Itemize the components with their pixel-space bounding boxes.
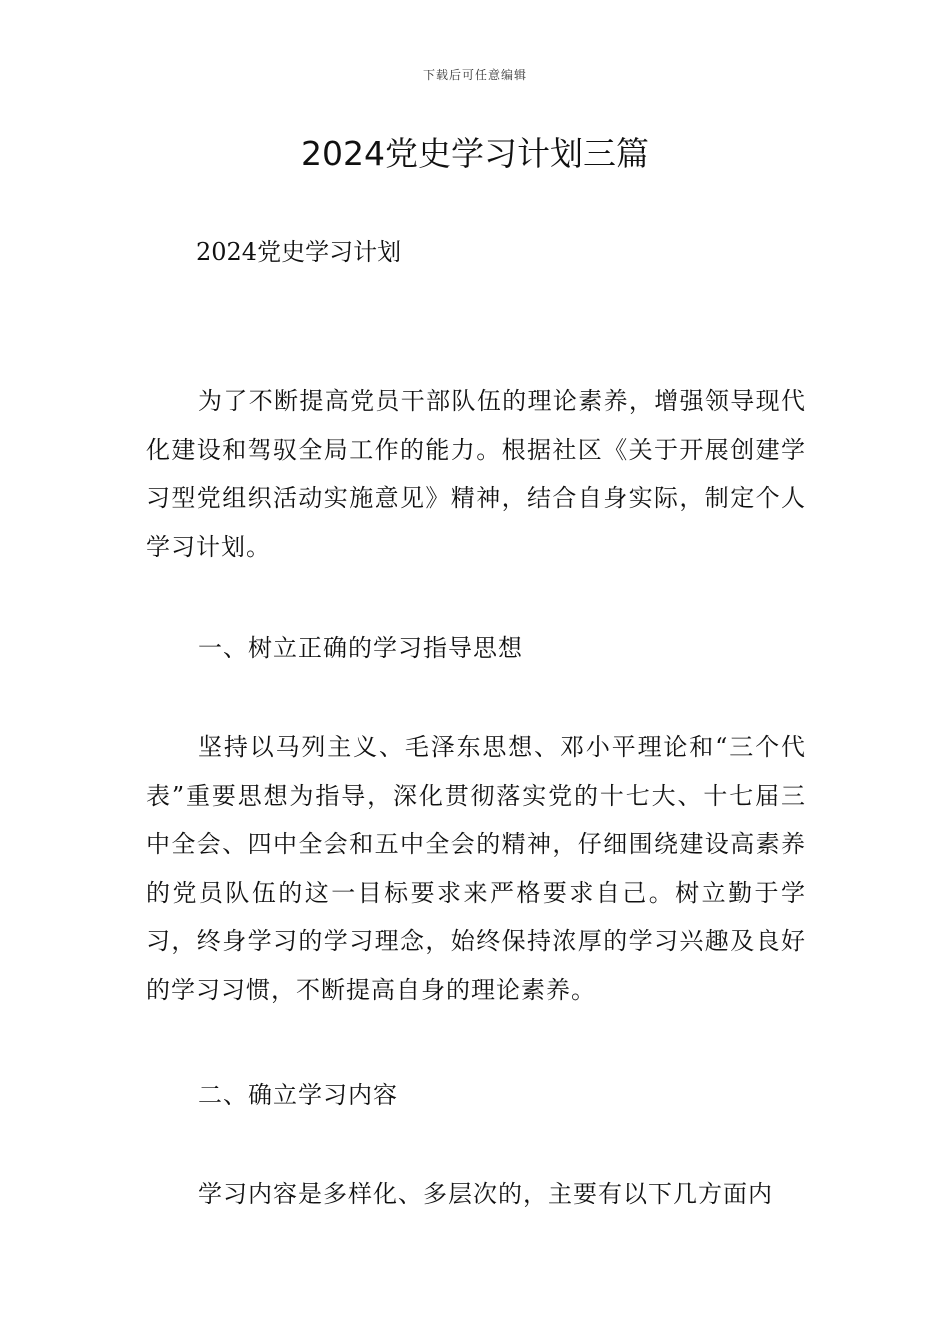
document-title: 2024党史学习计划三篇 [301, 134, 649, 173]
section-body-1: 坚持以马列主义、毛泽东思想、邓小平理论和“三个代表”重要思想为指导，深化贯彻落实党的十七大、十七届三中全会、四中全会和五中全会的精神，仔细围绕建设高素养的党员队伍的这一目标要求来严格要求自己。树立勤于学习，终身学习的学习理念，始终保持浓厚的学习兴趣及良好的学习习惯，不断提高自身的理论素养。 [146, 733, 806, 1004]
header-note: 下载后可任意编辑 [422, 68, 527, 82]
document-subtitle: 2024党史学习计划 [196, 238, 402, 266]
section-body-2: 学习内容是多样化、多层次的，主要有以下几方面内 [198, 1180, 773, 1208]
section-heading-1: 一、树立正确的学习指导思想 [198, 634, 523, 662]
section-heading-2: 二、确立学习内容 [198, 1081, 398, 1109]
intro-paragraph: 为了不断提高党员干部队伍的理论素养，增强领导现代化建设和驾驭全局工作的能力。根据社区《关于开展创建学习型党组织活动实施意见》精神，结合自身实际，制定个人学习计划。 [146, 387, 806, 561]
